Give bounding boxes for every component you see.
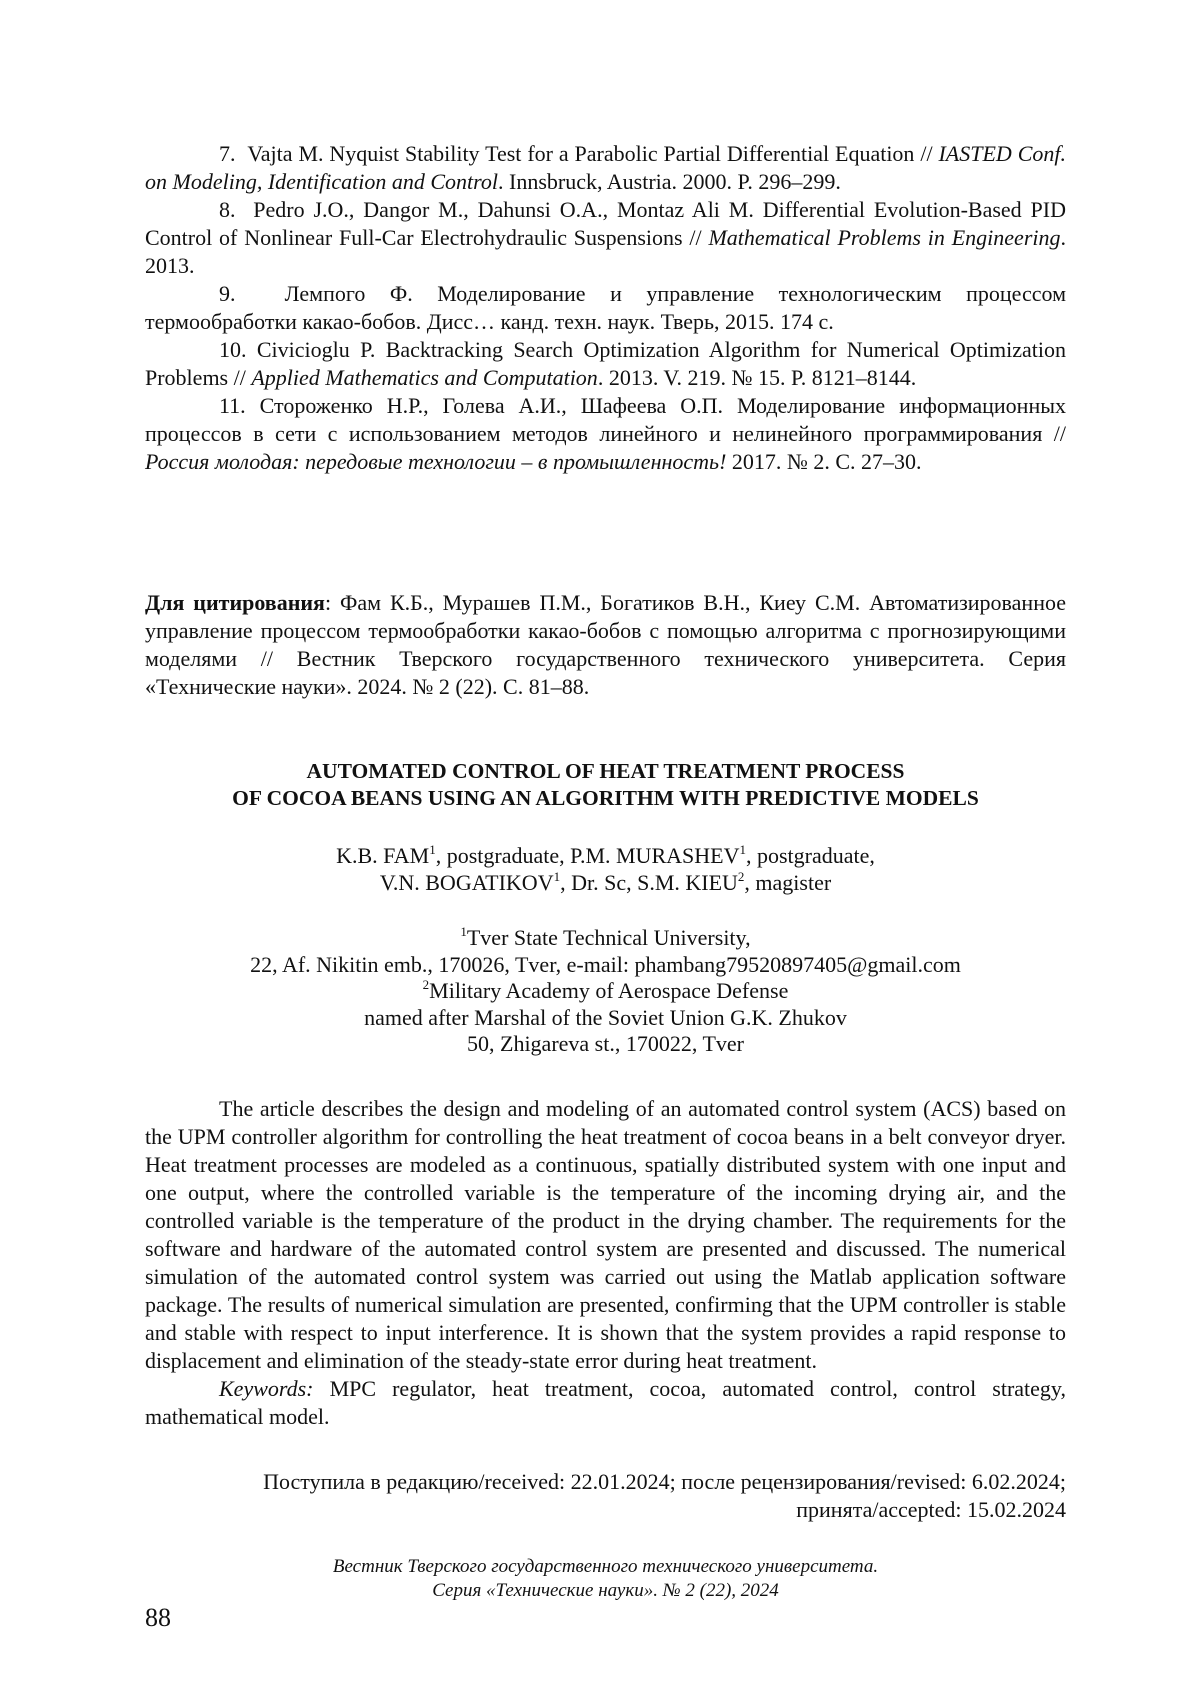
reference-details: 2017. № 2. С. 27–30. <box>726 449 921 474</box>
affiliation-mark: 2 <box>423 977 430 992</box>
keywords-label: Keywords: <box>219 1376 314 1401</box>
author-name: S.M. KIEU <box>637 870 738 895</box>
reference-number: 7. <box>219 141 236 166</box>
reference-details: . 2013. V. 219. № 15. P. 8121–8144. <box>598 365 916 390</box>
author-affiliation-mark: 1 <box>739 842 746 857</box>
author-role: , postgraduate, <box>746 843 875 868</box>
citation-text: : Фам К.Б., Мурашев П.М., Богатиков В.Н., Киеу С.М. Автоматизированное управление процессом термообработки какао-бобов с помощью алгоритма с прогнозирующими моделями // Вестник Тверского государственного технического университета. Серия «Технические науки». 2024. № 2 (22). С. 81–88. <box>145 590 1066 699</box>
reference-number: 9. <box>219 281 236 306</box>
reference-text: Civicioglu P. Backtracking Search Optimization Algorithm for Numerical Optimization Problems // <box>145 337 1066 390</box>
references-list <box>145 140 1066 476</box>
author-role: , magister <box>744 870 831 895</box>
reference-source: IASTED Conf. on Modeling, Identification and Control <box>145 141 1066 194</box>
authors-line-2 <box>145 869 1066 896</box>
reference-text: Стороженко Н.Р., Голева А.И., Шафеева О.П. Моделирование информационных процессов в сети с использованием методов линейного и нелинейного программирования // <box>145 393 1066 446</box>
author-name: K.B. FAM <box>336 843 429 868</box>
author-affiliation-mark: 1 <box>554 869 561 884</box>
dates-line-1: Поступила в редакцию/received: 22.01.2024; после рецензирования/revised: 6.02.2024; <box>145 1468 1066 1496</box>
abstract-text: The article describes the design and modeling of an automated control system (ACS) based on the UPM controller algorithm for controlling the heat treatment of cocoa beans in a belt conveyor dryer. Heat treatment processes are modeled as a continuous, spatially distributed system with one input and one output, where the controlled variable is the temperature of the incoming drying air, and the controlled variable is the temperature of the product in the drying chamber. The requirements for the software and hardware of the automated control system are presented and discussed. The numerical simulation of the automated control system was carried out using the Matlab application software package. The results of numerical simulation are presented, confirming that the UPM controller is stable and stable with respect to input interference. It is shown that the system provides a rapid response to displacement and elimination of the steady-state error during heat treatment. <box>145 1095 1066 1375</box>
reference-number: 11. <box>219 393 246 418</box>
affiliation-mark: 1 <box>460 924 467 939</box>
reference-text: Лемпого Ф. Моделирование и управление технологическим процессом термообработки какао-бобов. Дисс… канд. техн. наук. Тверь, 2015. 174 с. <box>145 281 1066 334</box>
reference-source: Россия молодая: передовые технологии – в промышленность! <box>145 449 726 474</box>
author-name: P.M. MURASHEV <box>570 843 739 868</box>
submission-dates <box>145 1468 1066 1524</box>
journal-footer <box>145 1555 1066 1603</box>
reference-item <box>145 280 1066 336</box>
reference-details: . Innsbruck, Austria. 2000. P. 296–299. <box>498 169 841 194</box>
citation-block <box>145 589 1066 701</box>
citation-label: Для цитирования <box>145 590 325 615</box>
reference-source: Applied Mathematics and Computation <box>251 365 597 390</box>
reference-details: . 2013. <box>145 225 1066 278</box>
reference-item <box>145 336 1066 392</box>
reference-text: Pedro J.O., Dangor M., Dahunsi O.A., Montaz Ali M. Differential Evolution-Based PID Control of Nonlinear Full-Car Electrohydraulic Suspensions // <box>145 197 1066 250</box>
footer-line-1: Вестник Тверского государственного технического университета. <box>145 1555 1066 1579</box>
citation-paragraph <box>145 589 1066 701</box>
abstract-block <box>145 1095 1066 1431</box>
reference-source: Mathematical Problems in Engineering <box>708 225 1060 250</box>
authors-block <box>145 842 1066 896</box>
keywords-text: MPC regulator, heat treatment, cocoa, automated control, control strategy, mathematical model. <box>145 1376 1066 1429</box>
affiliation-1-address: 22, Af. Nikitin emb., 170026, Tver, e-mail: phambang79520897405@gmail.com <box>145 952 1066 979</box>
reference-item <box>145 392 1066 476</box>
affiliation-name: Military Academy of Aerospace Defense <box>429 978 788 1003</box>
authors-line-1 <box>145 842 1066 869</box>
title-line-2: OF COCOA BEANS USING AN ALGORITHM WITH PREDICTIVE MODELS <box>145 785 1066 812</box>
affiliation-name: Tver State Technical University, <box>467 925 751 950</box>
keywords <box>145 1375 1066 1431</box>
reference-text: Vajta M. Nyquist Stability Test for a Parabolic Partial Differential Equation // <box>247 141 938 166</box>
page-number: 88 <box>145 1603 1066 1633</box>
reference-number: 10. <box>219 337 247 362</box>
affiliations-block <box>145 925 1066 1058</box>
reference-item <box>145 196 1066 280</box>
footer-line-2: Серия «Технические науки». № 2 (22), 2024 <box>145 1579 1066 1603</box>
author-affiliation-mark: 2 <box>738 869 745 884</box>
author-role: , Dr. Sc, <box>560 870 637 895</box>
title-line-1: AUTOMATED CONTROL OF HEAT TREATMENT PROCESS <box>145 758 1066 785</box>
affiliation-2 <box>145 978 1066 1005</box>
affiliation-2-address: 50, Zhigareva st., 170022, Tver <box>145 1031 1066 1058</box>
affiliation-1 <box>145 925 1066 952</box>
reference-number: 8. <box>219 197 236 222</box>
author-name: V.N. BOGATIKOV <box>380 870 554 895</box>
dates-line-2: принята/accepted: 15.02.2024 <box>145 1496 1066 1524</box>
author-role: , postgraduate, <box>436 843 570 868</box>
author-affiliation-mark: 1 <box>429 842 436 857</box>
affiliation-2-named: named after Marshal of the Soviet Union G.K. Zhukov <box>145 1005 1066 1032</box>
reference-item <box>145 140 1066 196</box>
article-title <box>145 758 1066 812</box>
